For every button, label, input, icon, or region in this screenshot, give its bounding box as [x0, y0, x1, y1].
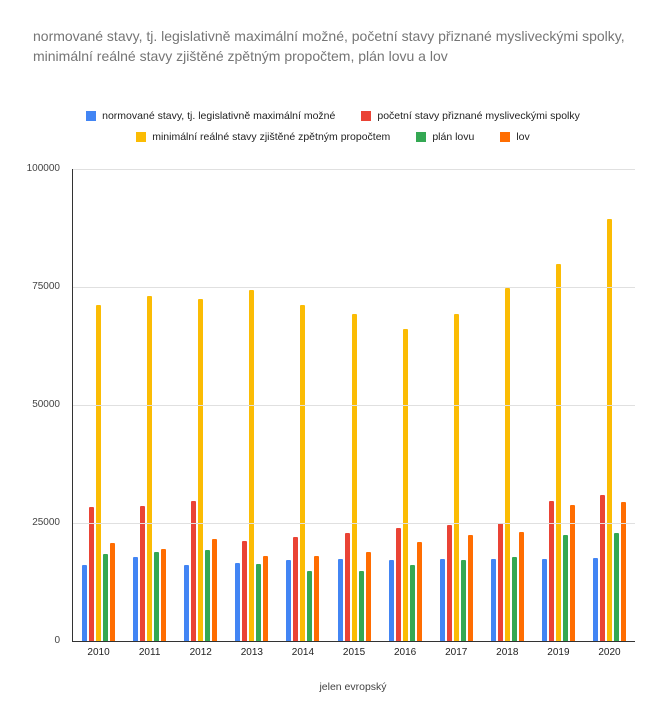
bar-series1-2013[interactable]: [235, 563, 240, 641]
bar-series5-2019[interactable]: [570, 505, 575, 641]
legend-item-4: [416, 131, 474, 143]
bar-series2-2013[interactable]: [242, 541, 247, 641]
legend-item-1: [86, 110, 335, 122]
legend-item-5: [500, 131, 529, 143]
bar-series1-2016[interactable]: [389, 560, 394, 641]
bar-series3-2014[interactable]: [300, 305, 305, 641]
bar-series1-2018[interactable]: [491, 559, 496, 641]
legend-swatch-icon: [416, 132, 426, 142]
bar-series1-2015[interactable]: [338, 559, 343, 641]
bar-series1-2020[interactable]: [593, 558, 598, 641]
bar-series4-2020[interactable]: [614, 533, 619, 641]
bar-series3-2017[interactable]: [454, 314, 459, 641]
legend-item-label: normované stavy, tj. legislativně maximální možné: [102, 110, 336, 122]
gridline: [73, 405, 635, 406]
bar-series1-2017[interactable]: [440, 559, 445, 641]
bar-series4-2010[interactable]: [103, 554, 108, 641]
bar-series2-2020[interactable]: [600, 495, 605, 641]
bar-series5-2010[interactable]: [110, 543, 115, 641]
x-tick-label: 2016: [393, 647, 417, 658]
bar-series5-2016[interactable]: [417, 542, 422, 641]
bar-series3-2010[interactable]: [96, 305, 101, 641]
x-tick-label: 2014: [291, 647, 315, 658]
bar-series4-2017[interactable]: [461, 560, 466, 641]
legend-swatch-icon: [361, 111, 371, 121]
x-tick-label: 2013: [240, 647, 263, 658]
bar-series1-2010[interactable]: [82, 565, 87, 641]
bar-series5-2013[interactable]: [263, 556, 268, 641]
bar-series5-2014[interactable]: [314, 556, 319, 641]
legend-swatch-icon: [136, 132, 146, 142]
x-tick-label: 2010: [87, 647, 110, 658]
gridline: [73, 523, 635, 524]
x-tick-label: 2015: [342, 647, 366, 658]
legend: [33, 110, 633, 143]
bar-series1-2011[interactable]: [133, 557, 138, 641]
bar-series4-2013[interactable]: [256, 564, 261, 641]
gridline: [73, 169, 635, 170]
bar-series2-2015[interactable]: [345, 533, 350, 641]
bar-series3-2018[interactable]: [505, 288, 510, 641]
chart-title: normované stavy, tj. legislativně maximální možné, početní stavy přiznané mysliveckými spolky, minimální reálné stavy zjištěné zpětným propočtem, plán lovu a lov: [33, 28, 625, 64]
bar-series3-2019[interactable]: [556, 264, 561, 641]
bar-series3-2015[interactable]: [352, 314, 357, 641]
legend-item-label: minimální reálné stavy zjištěné zpětným propočtem: [152, 131, 391, 143]
legend-item-2: [361, 110, 580, 122]
gridline: [73, 287, 635, 288]
x-axis-title: jelen evropský: [319, 681, 387, 693]
x-tick-label: 2011: [138, 647, 161, 658]
bar-series5-2011[interactable]: [161, 549, 166, 641]
legend-item-3: [136, 131, 390, 143]
bar-series3-2013[interactable]: [249, 290, 254, 641]
bar-series4-2012[interactable]: [205, 550, 210, 641]
bar-series5-2018[interactable]: [519, 532, 524, 642]
bar-series4-2016[interactable]: [410, 565, 415, 641]
bar-series1-2014[interactable]: [286, 560, 291, 641]
x-tick-label: 2017: [445, 647, 468, 658]
plot-area: [72, 169, 635, 658]
legend-swatch-icon: [86, 111, 96, 121]
bar-series3-2020[interactable]: [607, 219, 612, 641]
y-axis: [0, 163, 66, 646]
legend-item-label: lov: [516, 131, 530, 143]
x-tick-label: 2012: [189, 647, 212, 658]
bar-series4-2019[interactable]: [563, 535, 568, 641]
bar-series3-2011[interactable]: [147, 296, 152, 641]
bar-series4-2011[interactable]: [154, 552, 159, 641]
bar-series5-2015[interactable]: [366, 552, 371, 641]
bar-series2-2018[interactable]: [498, 523, 503, 641]
bar-series4-2015[interactable]: [359, 571, 364, 641]
x-tick-label: 2018: [496, 647, 519, 658]
bar-series1-2019[interactable]: [542, 559, 547, 641]
bar-series2-2017[interactable]: [447, 525, 452, 641]
y-tick-label: 25000: [32, 517, 60, 528]
bar-series4-2014[interactable]: [307, 571, 312, 641]
bar-series2-2011[interactable]: [140, 506, 145, 641]
y-tick-label: 75000: [32, 281, 60, 292]
bar-series3-2012[interactable]: [198, 299, 203, 641]
x-tick-label: 2020: [598, 647, 621, 658]
y-tick-label: 50000: [32, 399, 60, 410]
x-tick-label: 2019: [547, 647, 570, 658]
bar-series5-2012[interactable]: [212, 539, 217, 641]
y-tick-label: 100000: [26, 163, 60, 174]
bar-series2-2016[interactable]: [396, 528, 401, 641]
legend-swatch-icon: [500, 132, 510, 142]
legend-item-label: početní stavy přiznané mysliveckými spolky: [377, 110, 580, 122]
bar-series5-2017[interactable]: [468, 535, 473, 641]
bar-series1-2012[interactable]: [184, 565, 189, 641]
bar-series2-2010[interactable]: [89, 507, 94, 641]
bar-series4-2018[interactable]: [512, 557, 517, 641]
bar-series3-2016[interactable]: [403, 329, 408, 641]
legend-item-label: plán lovu: [432, 131, 475, 143]
y-tick-label: 0: [54, 635, 60, 646]
bar-series2-2014[interactable]: [293, 537, 298, 641]
